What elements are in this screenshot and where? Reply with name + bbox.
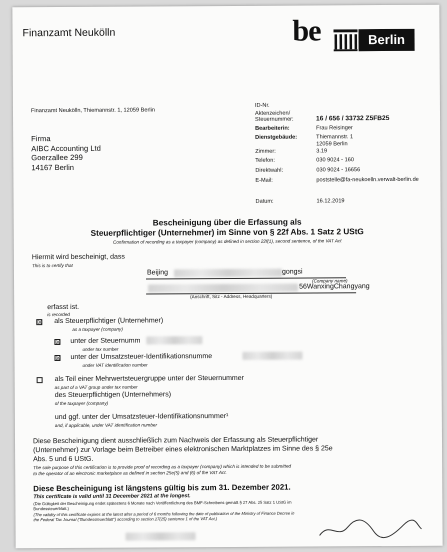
option-vat-group-taxpayer: des Steuerpflichtigen (Unternehmers) xyxy=(54,391,172,400)
recipient-address xyxy=(31,134,101,173)
notice-en-line2: to the operator of an electronic marketplace as defined in section 25e(5) and (6) of the VAT Act. xyxy=(33,470,227,477)
redacted-tax-number xyxy=(146,336,202,344)
brandenburg-gate-icon xyxy=(333,29,357,51)
footnote-en-line2: the Federal Tax Journal ("Bundessteuerblatt") according to section 27(25) sentence 1 of the VAT Act.) xyxy=(33,516,218,523)
phone-label: Telefon: xyxy=(255,157,275,164)
validity-statement: Diese Bescheinigung ist längstens gültig bis zum 31. Dezember 2021. xyxy=(33,482,291,494)
logo-text-be: be xyxy=(292,14,321,48)
address-label: (Anschrift, Sitz - Address, Headquarters) xyxy=(190,293,273,300)
file-number: 16 / 656 / 33732 Z5FB25 xyxy=(316,115,390,123)
sender-line: Finanzamt Neukölln, Thiemannstr. 1, 12059 Berlin xyxy=(30,107,155,115)
certify-text-en: This is to certify that xyxy=(31,262,73,269)
option-taxpayer: als Steuerpflichtiger (Unternehmer) xyxy=(54,317,164,326)
recipient-line: Firma xyxy=(31,134,51,144)
notice-line1: Diese Bescheinigung dient ausschließlich zum Nachweis der Erfassung als Steuerpflichtiger xyxy=(32,436,319,446)
certificate-title-line1: Bescheinigung über die Erfassung als xyxy=(152,217,302,228)
option-vat-id-en: under VAT identification number xyxy=(82,362,148,368)
company-name-start: Beijing xyxy=(146,269,169,277)
room-label: Zimmer: xyxy=(255,148,276,155)
certificate-title-line2: Steuerpflichtiger (Unternehmer) im Sinne von § 22f Abs. 1 Satz 2 UStG xyxy=(90,227,364,238)
redacted-vat-id xyxy=(242,352,302,360)
signature-scribble xyxy=(315,515,425,544)
certify-text: Hiermit wird bescheinigt, dass xyxy=(31,253,125,262)
footnote-en-line1: (The validity of this certificate expires at the latest after a period of 6 months following the date of publication of the Ministry of Finance Decree in xyxy=(33,510,295,518)
notice-en-line1: The sole purpose of this certification is to provide proof of recording as a taxpayer (company) which is intended to be submitted xyxy=(33,463,292,471)
option-taxpayer-en: as a taxpayer (company) xyxy=(72,326,123,332)
officer-value: Frau Reisinger xyxy=(316,125,353,132)
address-end: 56WanxingChangyang xyxy=(299,283,370,291)
tax-office-name: Finanzamt Neukölln xyxy=(22,26,116,40)
vat-group-checkbox xyxy=(37,377,43,383)
recipient-line: 14167 Berlin xyxy=(31,162,75,172)
company-name-end: gongsi xyxy=(281,268,303,276)
building-label: Dienstgebäude: xyxy=(255,134,298,141)
footnote-line1: (Die Gültigkeit der Bescheinigung endet spätestens 6 Monate nach Veröffentlichung des BMF-Schreibens gemäß § 27 Abs. 25 Satz 1 UStG im xyxy=(33,499,292,507)
recipient-line: Goerzallee 299 xyxy=(31,153,83,163)
file-label: Aktenzeichen/ Steuernummer: xyxy=(254,110,294,123)
vat-id-checkbox: ☒ xyxy=(55,356,61,363)
date-value: 16.12.2019 xyxy=(316,198,345,205)
taxpayer-checkbox: ☒ xyxy=(37,320,43,327)
document-page xyxy=(12,5,442,549)
room-value: 3.19 xyxy=(316,148,328,155)
berlin-logo xyxy=(292,14,417,58)
option-vat-group-vat-id: und ggf. unter der Umsatzsteuer-Identifikationsnummer¹ xyxy=(54,412,229,422)
building-value: Thiemannstr. 1 xyxy=(316,134,354,141)
option-vat-group: als Teil einer Mehrwertsteuergruppe unter der Steuernummer xyxy=(54,374,245,384)
option-vat-group-vat-id-en: and, if applicable, under VAT identification number xyxy=(54,422,157,429)
option-vat-group-en: as part of a VAT group under tax number xyxy=(54,384,138,391)
id-label: ID-Nr. xyxy=(254,102,270,109)
phone-value: 030 9024 - 160 xyxy=(316,157,354,164)
logo-text-berlin: Berlin xyxy=(358,29,414,51)
company-name-label: (Company name) xyxy=(312,278,348,284)
recorded-text: erfasst ist. xyxy=(47,303,80,312)
tax-number-checkbox: ☒ xyxy=(55,340,61,347)
option-tax-number-en: under tax number xyxy=(82,346,119,352)
officer-label: Bearbeiterin: xyxy=(255,125,290,132)
notice-line2: (Unternehmer) zur Vorlage beim Betreiber eines elektronischen Marktplatzes im Sinne des § 25e xyxy=(33,445,333,455)
date-label: Datum: xyxy=(255,198,274,205)
certificate-subtitle: Confirmation of recording as a taxpayer (company) as defined in section 22f(1), second sentence, of the VAT Act xyxy=(112,238,342,245)
redacted-footer-stamp xyxy=(126,532,196,540)
email-label: E-Mail: xyxy=(255,177,273,184)
option-tax-number: unter der Steuernumm xyxy=(70,337,141,345)
option-vat-group-taxpayer-en: of the taxpayer (company) xyxy=(54,400,109,407)
recipient-line: AIBC Accounting Ltd xyxy=(31,143,101,153)
redacted-company-name xyxy=(174,269,282,278)
direct-value: 030 9024 - 16656 xyxy=(316,167,361,174)
redacted-address xyxy=(148,284,298,293)
footnote-line2: Bundessteuerblatt.) xyxy=(33,505,69,512)
recorded-text-en: is recorded xyxy=(47,311,70,318)
validity-statement-en: This certificate is valid until 31 December 2021 at the longest. xyxy=(33,493,191,501)
notice-line3: Abs. 5 und 6 UStG. xyxy=(33,455,94,464)
building-city: 12059 Berlin xyxy=(316,141,348,148)
email-value: poststelle@fa-neukoelln.verwalt-berlin.de xyxy=(316,176,419,184)
direct-label: Direktwahl: xyxy=(255,167,284,174)
option-vat-id: unter der Umsatzsteuer-Identifikationsnumme xyxy=(70,353,213,361)
